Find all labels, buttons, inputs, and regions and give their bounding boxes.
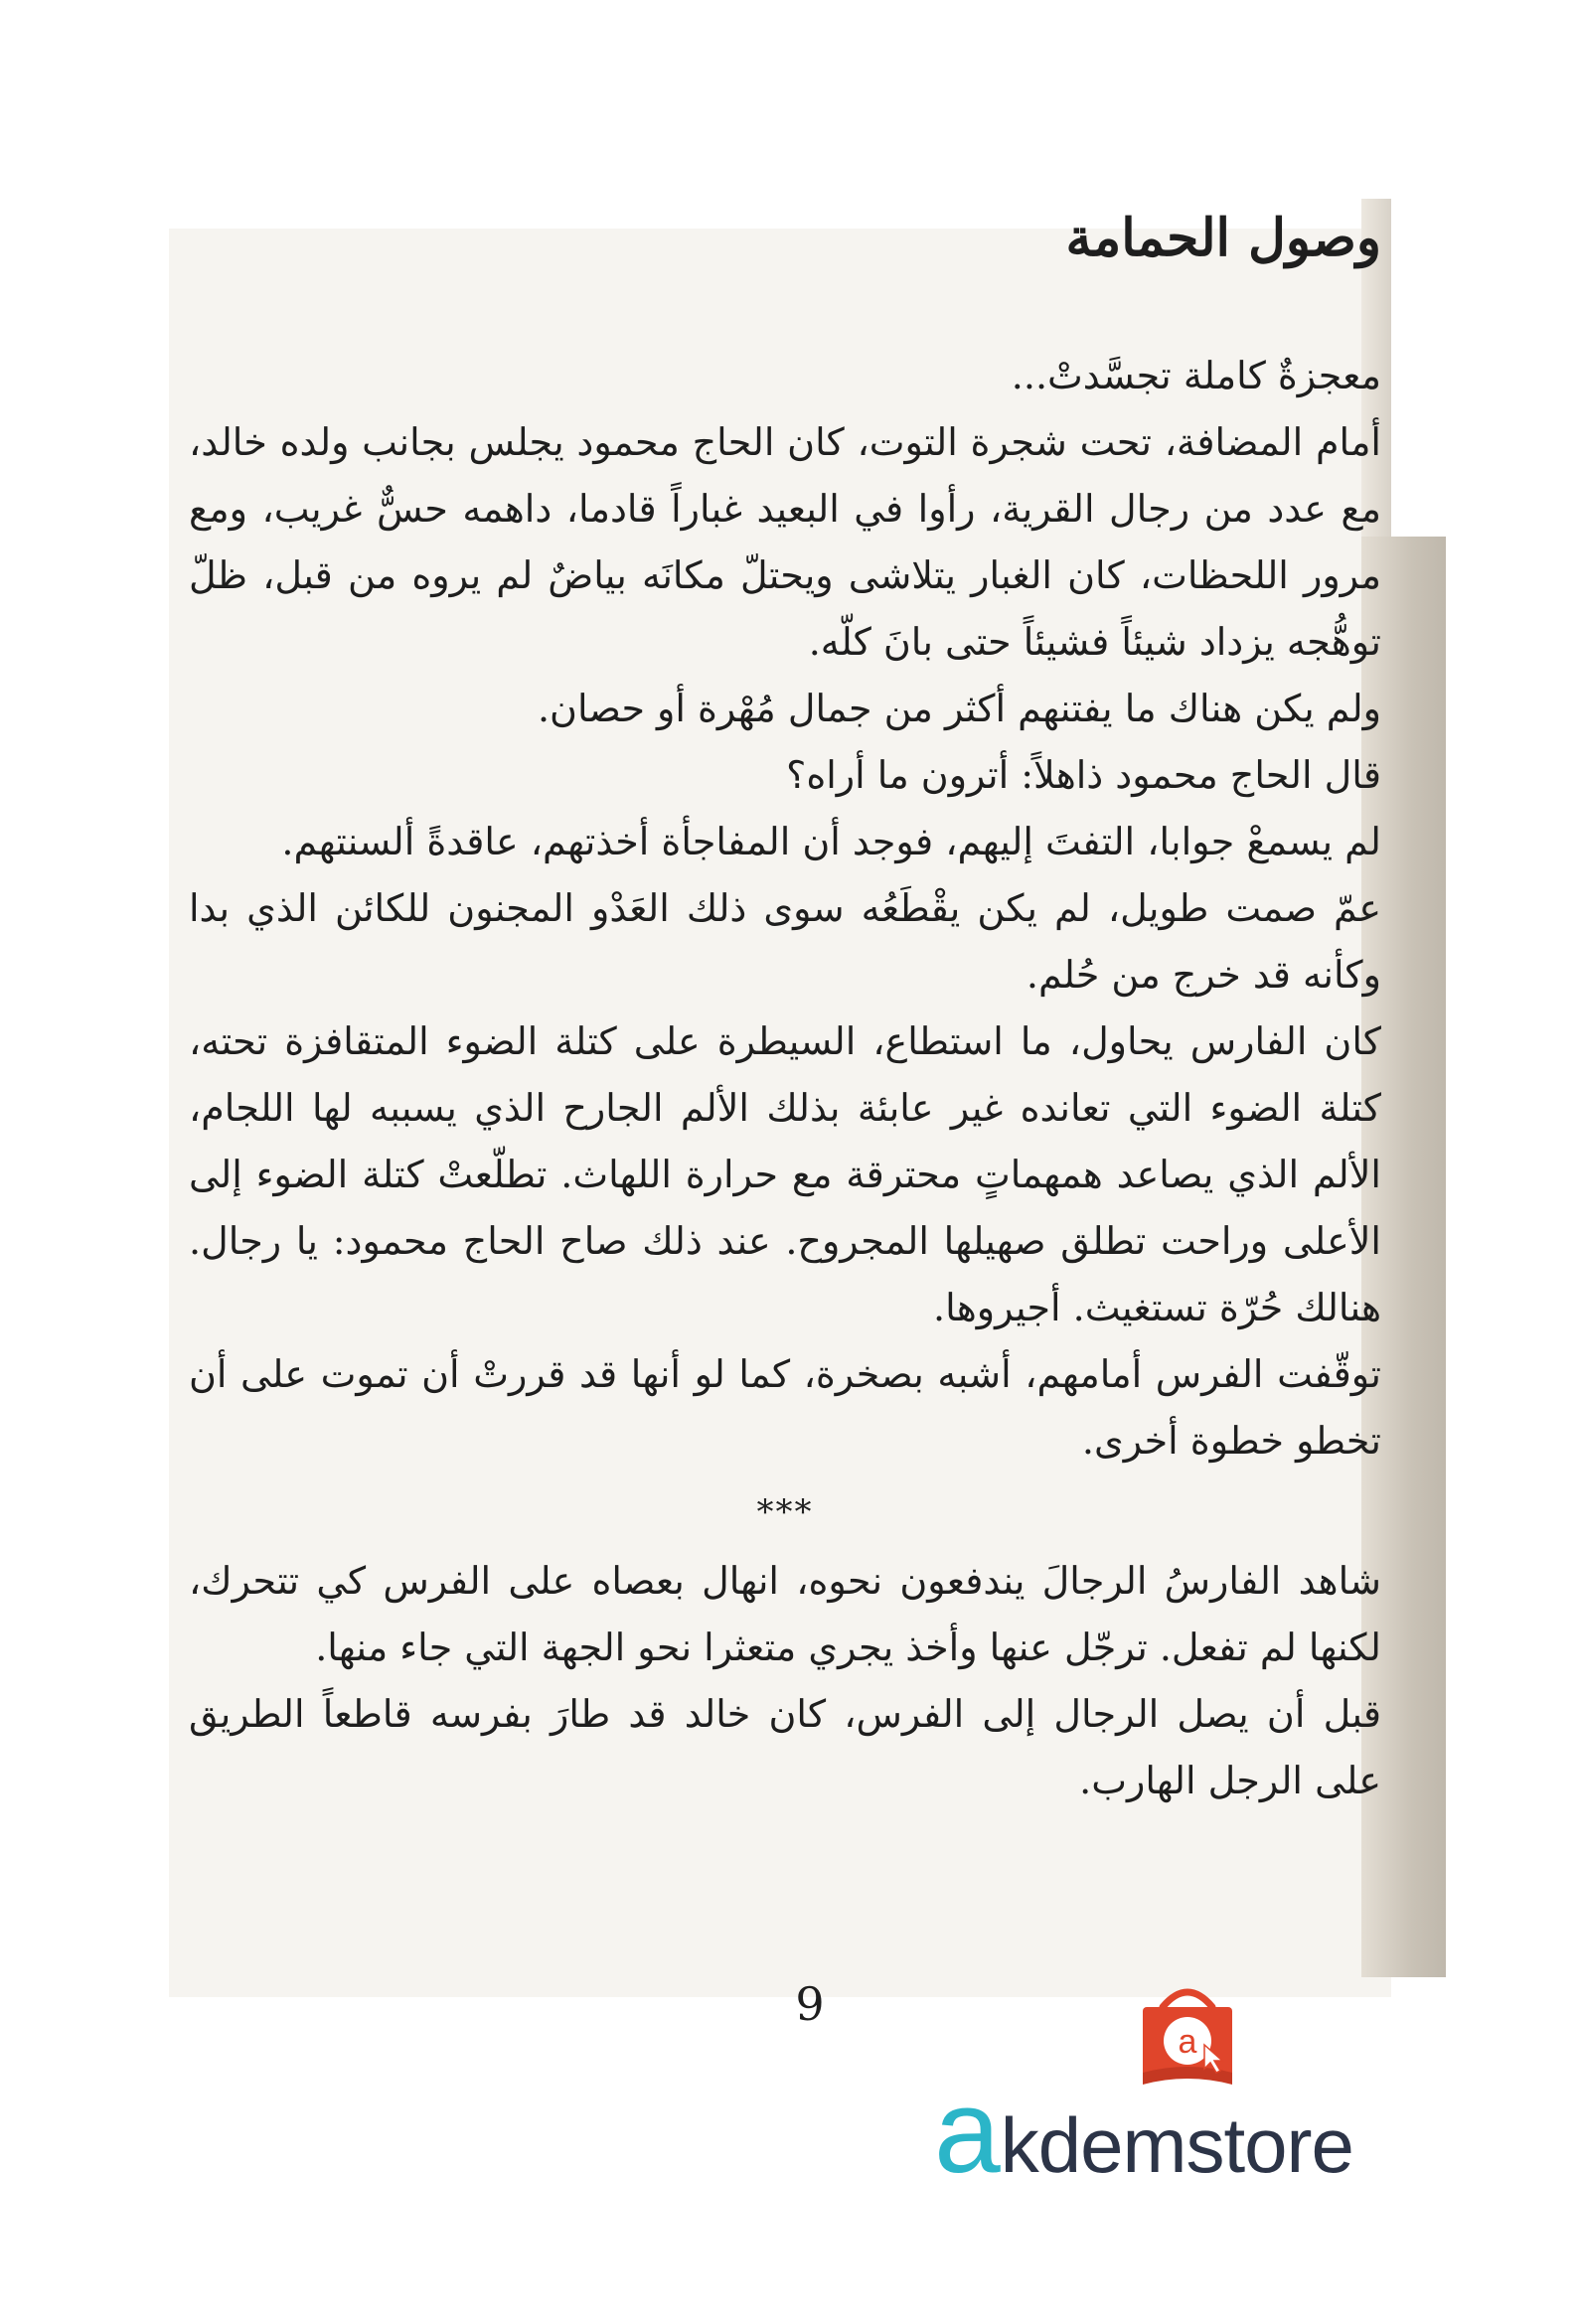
- store-logo-wordmark: [934, 2065, 1451, 2198]
- paragraph-1: معجزةٌ كاملة تجسَّدتْ...: [1011, 354, 1381, 397]
- paragraph-3: ولم يكن هناك ما يفتنهم أكثر من جمال مُهْرة أو حصان.: [537, 687, 1381, 730]
- chapter-title: وصول الحمامة: [1065, 208, 1381, 268]
- logo-icon-letter: a: [1178, 2023, 1197, 2061]
- paragraph-2: أمام المضافة، تحت شجرة التوت، كان الحاج محمود يجلس بجانب ولده خالد، مع عدد من رجال القرية، رأوا في البعيد غباراً قادما، داهمه حسٌّ غريب، ومع مرور اللحظات، كان الغبار يتلاشى ويحتلّ مكانَه بياضٌ لم يروه من قبل، ظلّ توهُّجه يزداد شيئاً فشيئاً حتى بانَ كلّه.: [189, 420, 1381, 664]
- store-logo-icon: [1133, 1977, 1242, 2092]
- page-number: 9: [795, 1977, 825, 2031]
- paragraph-5: لم يسمعْ جوابا، التفتَ إليهم، فوجد أن المفاجأة أخذتهم، عاقدةً ألسنتهم.: [281, 820, 1381, 863]
- paragraph-9: شاهد الفارسُ الرجالَ يندفعون نحوه، انهال بعصاه على الفرس كي تتحرك، لكنها لم تفعل. ترجّل عنها وأخذ يجري متعثرا نحو الجهة التي جاء منها.: [189, 1559, 1381, 1669]
- section-separator: ***: [756, 1492, 814, 1532]
- logo-wordmark-rest: kdemstore: [1000, 2101, 1353, 2189]
- paragraph-6: عمّ صمت طويل، لم يكن يقْطَعُه سوى ذلك العَدْو المجنون للكائن الذي بدا وكأنه قد خرج من حُلم.: [189, 886, 1381, 997]
- paragraph-8: توقّفت الفرس أمامهم، أشبه بصخرة، كما لو أنها قد قررتْ أن تموت على أن تخطو خطوة أخرى.: [189, 1352, 1381, 1463]
- book-text-block: [189, 204, 1381, 1814]
- paragraph-10: قبل أن يصل الرجال إلى الفرس، كان خالد قد طارَ بفرسه قاطعاً الطريق على الرجل الهارب.: [189, 1692, 1381, 1802]
- paragraph-4: قال الحاج محمود ذاهلاً: أترون ما أراه؟: [786, 753, 1381, 797]
- paragraph-7: كان الفارس يحاول، ما استطاع، السيطرة على كتلة الضوء المتقافزة تحته، كتلة الضوء التي تعانده غير عابئة بذلك الألم الجارح الذي يسببه لها اللجام، الألم الذي يصاعد همهماتٍ محترقة مع حرارة اللهاث. تطلّعتْ كتلة الضوء إلى الأعلى وراحت تطلق صهيلها المجروح. عند ذلك صاح الحاج محمود: يا رجال. هنالك حُرّة تستغيث. أجيروها.: [189, 1019, 1381, 1329]
- logo-wordmark-first-letter: a: [934, 2065, 1001, 2198]
